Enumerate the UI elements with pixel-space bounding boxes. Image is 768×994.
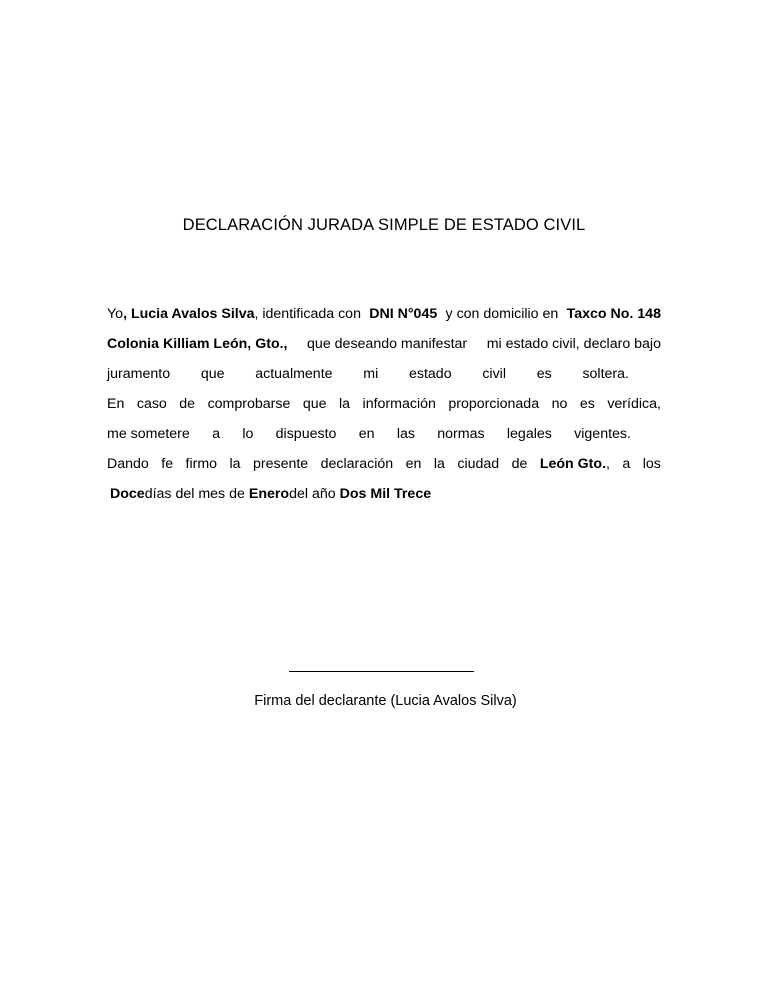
word: a xyxy=(622,456,631,472)
word: fe xyxy=(161,456,174,472)
word: juramento xyxy=(107,366,171,382)
text-declaro: mi estado civil, declaro bajo xyxy=(486,336,661,352)
word: la xyxy=(229,456,241,472)
address-colony: Colonia Killiam León, Gto., xyxy=(107,336,288,352)
word: en xyxy=(358,426,375,442)
word: los xyxy=(642,456,661,472)
dni-number: DNI N°045 xyxy=(369,306,438,322)
year-value: Dos Mil Trece xyxy=(339,486,432,502)
text-domicilio: y con domicilio en xyxy=(445,306,559,322)
word: comprobarse xyxy=(207,396,291,412)
text-ano: del año xyxy=(289,486,336,502)
text-dias: días del mes de xyxy=(144,486,245,502)
word: no xyxy=(551,396,568,412)
word: es xyxy=(579,396,595,412)
word: lo xyxy=(242,426,254,442)
word: mi xyxy=(363,366,379,382)
word: En xyxy=(107,396,125,412)
word: presente xyxy=(252,456,309,472)
word: las xyxy=(396,426,415,442)
city-name: León Gto. xyxy=(539,456,607,472)
word: caso xyxy=(136,396,167,412)
word: firmo xyxy=(185,456,218,472)
comma: , xyxy=(606,456,610,472)
text-manifestar: que deseando manifestar xyxy=(307,336,468,352)
word: Dando xyxy=(107,456,149,472)
word: información xyxy=(362,396,436,412)
signature-line xyxy=(289,671,474,672)
paragraph-line-3 xyxy=(107,364,629,384)
paragraph-line-1 xyxy=(107,304,661,324)
paragraph-line-6 xyxy=(107,454,661,474)
civil-status: soltera. xyxy=(582,366,629,382)
paragraph-line-2 xyxy=(107,334,661,354)
paragraph-line-5 xyxy=(107,424,631,444)
word: la xyxy=(433,456,445,472)
word: ciudad xyxy=(457,456,500,472)
paragraph-line-4 xyxy=(107,394,661,414)
text-yo: Yo xyxy=(107,306,124,322)
word: normas xyxy=(437,426,485,442)
word: civil xyxy=(482,366,506,382)
word: legales xyxy=(506,426,552,442)
signature-caption: Firma del declarante (Lucia Avalos Silva) xyxy=(254,693,517,709)
word: proporcionada xyxy=(448,396,540,412)
declarant-name: , Lucia Avalos Silva xyxy=(123,306,255,322)
word: dispuesto xyxy=(275,426,337,442)
word: la xyxy=(339,396,351,412)
word: en xyxy=(405,456,422,472)
word: declaración xyxy=(320,456,394,472)
word: que xyxy=(302,396,327,412)
word: vigentes. xyxy=(574,426,631,442)
word: es xyxy=(536,366,552,382)
month-value: Enero xyxy=(248,486,290,502)
day-value: Doce xyxy=(110,486,145,502)
document-title: DECLARACIÓN JURADA SIMPLE DE ESTADO CIVIL xyxy=(182,216,586,234)
word: de xyxy=(179,396,196,412)
word: a xyxy=(212,426,220,442)
word: estado xyxy=(408,366,452,382)
word: que xyxy=(200,366,225,382)
word: actualmente xyxy=(255,366,333,382)
paragraph-line-7 xyxy=(110,484,664,504)
word: de xyxy=(511,456,528,472)
text-identificada: , identificada con xyxy=(254,306,361,322)
word: me sometere xyxy=(107,426,190,442)
address-street: Taxco No. 148 xyxy=(566,306,661,322)
word: verídica, xyxy=(607,396,661,412)
